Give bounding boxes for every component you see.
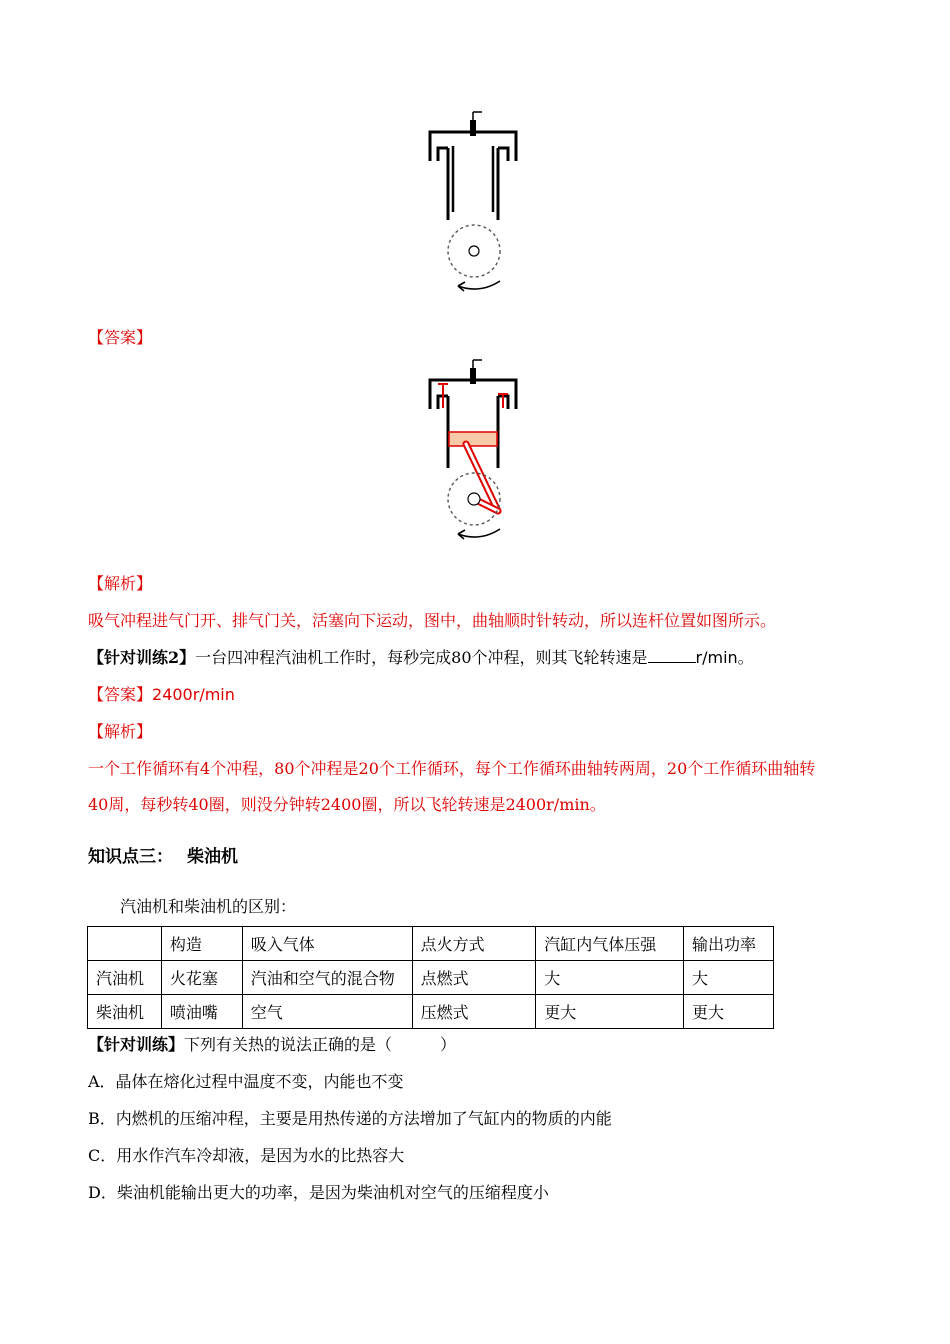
table-cell: 点燃式 (412, 961, 536, 995)
training2-answer-value: 2400r/min (152, 685, 235, 704)
table-cell: 汽油机 (88, 961, 162, 995)
table-cell: 火花塞 (161, 961, 242, 995)
training3-question-text: 下列有关热的说法正确的是（ ） (184, 1035, 457, 1054)
training2-answer (88, 683, 235, 707)
option-b: B．内燃机的压缩冲程，主要是用热传递的方法增加了气缸内的物质的内能 (88, 1109, 612, 1128)
table-cell: 大 (684, 961, 774, 995)
training2-question (88, 646, 754, 670)
training2-unit: r/min。 (695, 648, 754, 667)
answer-blank (648, 646, 696, 663)
table-header-cell: 构造 (161, 927, 242, 961)
table-cell: 大 (536, 961, 684, 995)
table-header-cell: 点火方式 (412, 927, 536, 961)
engine-cylinder-diagram (418, 108, 528, 298)
table-row (88, 961, 774, 995)
answer-label: 【答案】 (88, 328, 153, 347)
table-cell: 更大 (684, 995, 774, 1029)
training2-label: 【针对训练2】 (88, 648, 196, 667)
training3-label: 【针对训练】 (88, 1035, 185, 1054)
table-cell: 压燃式 (412, 995, 536, 1029)
table-cell: 汽油和空气的混合物 (242, 961, 412, 995)
engine-intake-stroke-answer-diagram (418, 356, 528, 546)
table-header-cell: 汽缸内气体压强 (536, 927, 684, 961)
analysis-label: 【解析】 (88, 574, 153, 593)
analysis-text: 吸气冲程进气门开、排气门关，活塞向下运动，图中，曲轴顺时针转动，所以连杆位置如图所示。 (88, 611, 777, 630)
table-cell: 更大 (536, 995, 684, 1029)
table-cell: 喷油嘴 (161, 995, 242, 1029)
option-a: A．晶体在熔化过程中温度不变，内能也不变 (88, 1072, 404, 1091)
table-cell: 空气 (242, 995, 412, 1029)
training2-question-text: 一台四冲程汽油机工作时，每秒完成80个冲程，则其飞轮转速是 (195, 648, 648, 667)
training2-analysis-line1: 一个工作循环有4个冲程，80个冲程是20个工作循环，每个工作循环曲轴转两周，20个工作循环曲轴转 (88, 759, 816, 778)
option-d: D．柴油机能输出更大的功率，是因为柴油机对空气的压缩程度小 (88, 1183, 549, 1202)
section-subject: 柴油机 (187, 847, 238, 867)
comparison-table (87, 926, 774, 1029)
training2-analysis-line2: 40周，每秒转40圈，则没分钟转2400圈，所以飞轮转速是2400r/min。 (88, 795, 606, 814)
section-heading (88, 845, 238, 869)
training2-answer-label: 【答案】 (88, 685, 153, 704)
table-cell: 柴油机 (88, 995, 162, 1029)
option-c: C．用水作汽车冷却液，是因为水的比热容大 (88, 1146, 405, 1165)
table-header-cell: 输出功率 (684, 927, 774, 961)
table-header-cell (88, 927, 162, 961)
table-row (88, 995, 774, 1029)
training2-analysis-label: 【解析】 (88, 722, 153, 741)
section-intro: 汽油机和柴油机的区别： (120, 897, 297, 916)
training3-question (88, 1033, 456, 1057)
table-header-cell: 吸入气体 (242, 927, 412, 961)
table-header-row (88, 927, 774, 961)
section-title: 知识点三： (88, 847, 173, 867)
